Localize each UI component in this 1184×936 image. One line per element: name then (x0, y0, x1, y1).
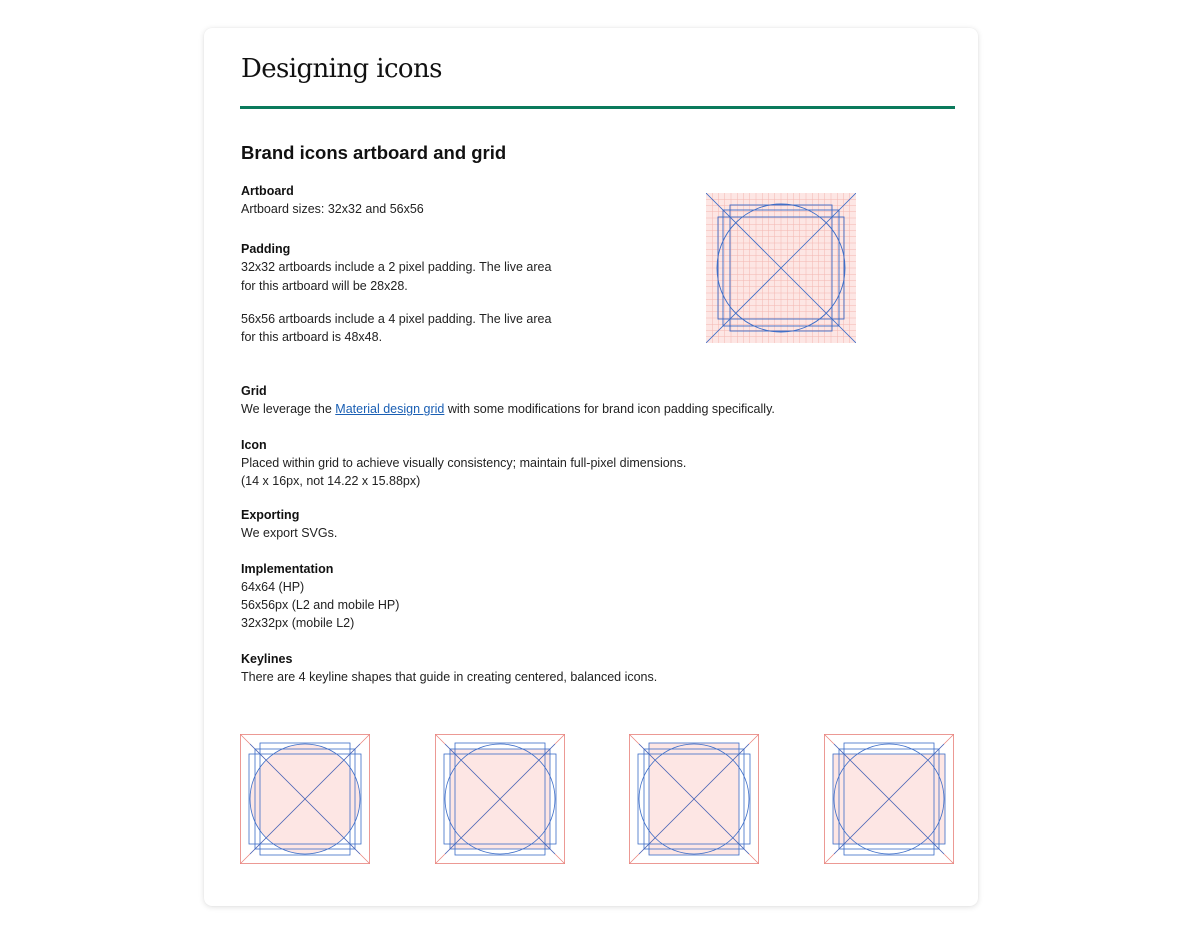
padding-line: 32x32 artboards include a 2 pixel padding. The live area (241, 260, 552, 274)
implementation-block (241, 560, 399, 632)
implementation-label: Implementation (241, 562, 334, 576)
title-divider (240, 106, 955, 109)
grid-text-before: We leverage the (241, 402, 336, 416)
artboard-text: Artboard sizes: 32x32 and 56x56 (241, 202, 424, 216)
icon-block (241, 436, 686, 490)
material-design-grid-link[interactable]: Material design grid (335, 402, 445, 416)
keylines-text: There are 4 keyline shapes that guide in creating centered, balanced icons. (241, 670, 658, 684)
page-title: Designing icons (241, 54, 442, 84)
grid-label: Grid (241, 384, 267, 398)
icon-line: (14 x 16px, not 14.22 x 15.88px) (241, 474, 421, 488)
keylines-block (241, 650, 657, 686)
padding-line: for this artboard is 48x48. (241, 330, 383, 344)
grid-text (241, 400, 775, 418)
keyline-landscape-rectangle-illustration (824, 734, 954, 864)
icon-text (241, 454, 686, 490)
padding-label: Padding (241, 242, 291, 256)
padding-line: for this artboard will be 28x28. (241, 279, 408, 293)
artboard-label: Artboard (241, 184, 294, 198)
padding-line: 56x56 artboards include a 4 pixel padding. The live area (241, 312, 552, 326)
artboard-grid-illustration (706, 193, 856, 343)
implementation-line: 32x32px (mobile L2) (241, 616, 355, 630)
artboard-block (241, 182, 424, 218)
implementation-line: 64x64 (HP) (241, 580, 305, 594)
section-heading: Brand icons artboard and grid (241, 142, 507, 163)
keylines-label: Keylines (241, 652, 293, 666)
icon-label: Icon (241, 438, 267, 452)
keyline-square-illustration (435, 734, 565, 864)
implementation-text (241, 578, 399, 632)
padding-block (241, 240, 551, 346)
exporting-block (241, 506, 337, 542)
implementation-line: 56x56px (L2 and mobile HP) (241, 598, 400, 612)
keyline-portrait-rectangle-illustration (629, 734, 759, 864)
padding-text-56 (241, 310, 551, 346)
exporting-text: We export SVGs. (241, 526, 338, 540)
keyline-circle-illustration (240, 734, 370, 864)
padding-text-32 (241, 258, 551, 296)
grid-text-after: with some modifications for brand icon padding specifically. (444, 402, 775, 416)
grid-block (241, 382, 775, 418)
icon-line: Placed within grid to achieve visually consistency; maintain full-pixel dimensions. (241, 456, 687, 470)
exporting-label: Exporting (241, 508, 300, 522)
content-card (204, 28, 978, 906)
